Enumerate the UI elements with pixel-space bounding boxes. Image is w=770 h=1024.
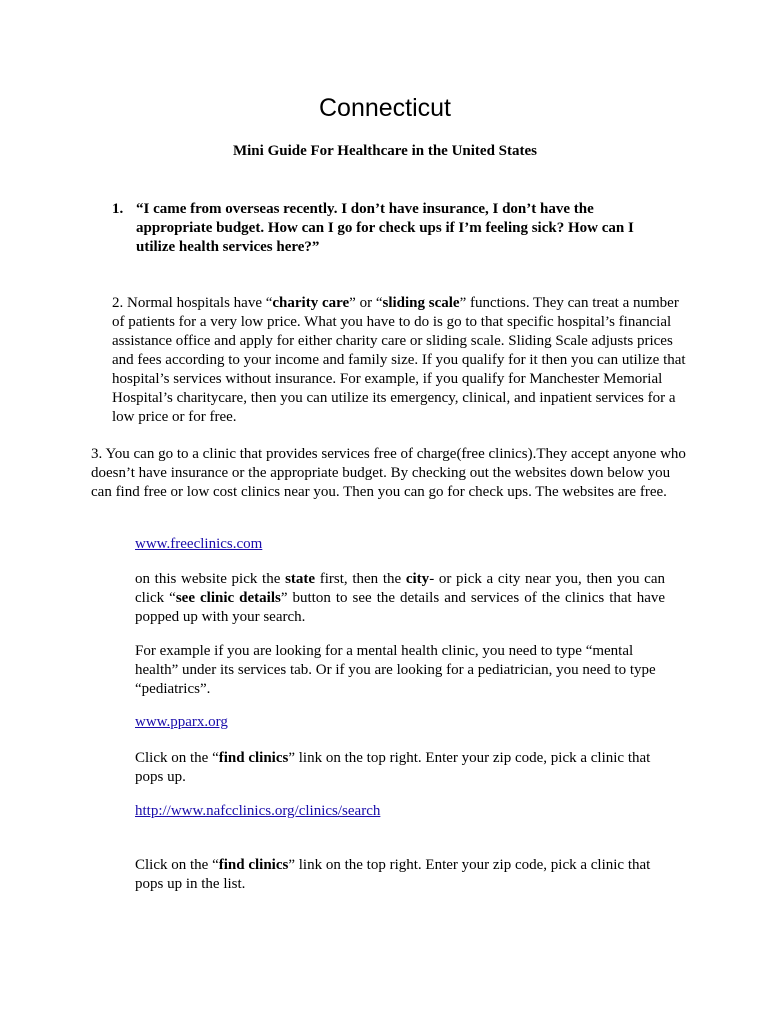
sliding-scale-term: sliding scale (382, 295, 460, 311)
paragraph-freeclinics-instructions (135, 570, 665, 627)
p2-start: 2. Normal hospitals have “ (112, 295, 273, 311)
p6-a: Click on the “ (135, 750, 219, 766)
question-text: “I came from overseas recently. I don’t have insurance, I don’t have the appropriate budget. How can I go for check ups if I’m feeling sick? How can I utilize health services here?” (136, 201, 634, 255)
state-term: state (285, 571, 316, 587)
find-clinics-term-2: find clinics (218, 857, 289, 873)
city-term: city (405, 571, 430, 587)
p4-c: first, then the (315, 571, 406, 587)
p7-a: Click on the “ (135, 857, 219, 873)
freeclinics-link[interactable]: www.freeclinics.com (135, 536, 263, 552)
p2-rest: ” functions. They can treat a number of patients for a very low price. What you have to do is go to that specific hospital’s financial assistance office and apply for either charity care or sliding scale. Sliding Scale adjusts prices and fees according to your income and family size. If you qualify for it then you can utilize that hospital’s services without insurance. For example, if you qualify for Manchester Memorial Hospital’s charitycare, then you can utilize its emergency, clinical, and inpatient services for a low price or for free. (112, 295, 686, 425)
p4-d: - or pick a city near you, then you can click “ (135, 571, 665, 606)
paragraph-charity-care (112, 294, 692, 427)
paragraph-pparx-instructions (135, 749, 665, 787)
pparx-link[interactable]: www.pparx.org (135, 714, 228, 730)
paragraph-example: For example if you are looking for a mental health clinic, you need to type “mental health” under its services tab. Or if you are looking for a pediatrician, you need to type “pediatrics”. (135, 643, 656, 697)
p4-e: ” button to see the details and services of the clinics that have popped up with your search. (135, 590, 666, 625)
p4-a: on this website pick the (135, 571, 286, 587)
p2-mid: ” or “ (349, 295, 383, 311)
paragraph-nafc-instructions (135, 856, 665, 894)
question-number: 1. (112, 201, 124, 217)
see-clinic-details-term: see clinic details (175, 590, 281, 606)
paragraph-free-clinics: 3. You can go to a clinic that provides services free of charge(free clinics).They accept anyone who doesn’t have insurance or the appropriate budget. By checking out the websites down below you can find free or low cost clinics near you. Then you can go for check ups. The websites are free. (91, 446, 686, 500)
page-title: Connecticut (318, 94, 452, 122)
p7-c: ” link on the top right. Enter your zip code, pick a clinic that pops up in the list. (135, 857, 651, 892)
page-subtitle: Mini Guide For Healthcare in the United States (232, 143, 537, 159)
find-clinics-term: find clinics (218, 750, 289, 766)
p6-c: ” link on the top right. Enter your zip code, pick a clinic that pops up. (135, 750, 651, 785)
charity-care-term: charity care (272, 295, 350, 311)
nafcclinics-link[interactable]: http://www.nafcclinics.org/clinics/search (135, 803, 381, 819)
